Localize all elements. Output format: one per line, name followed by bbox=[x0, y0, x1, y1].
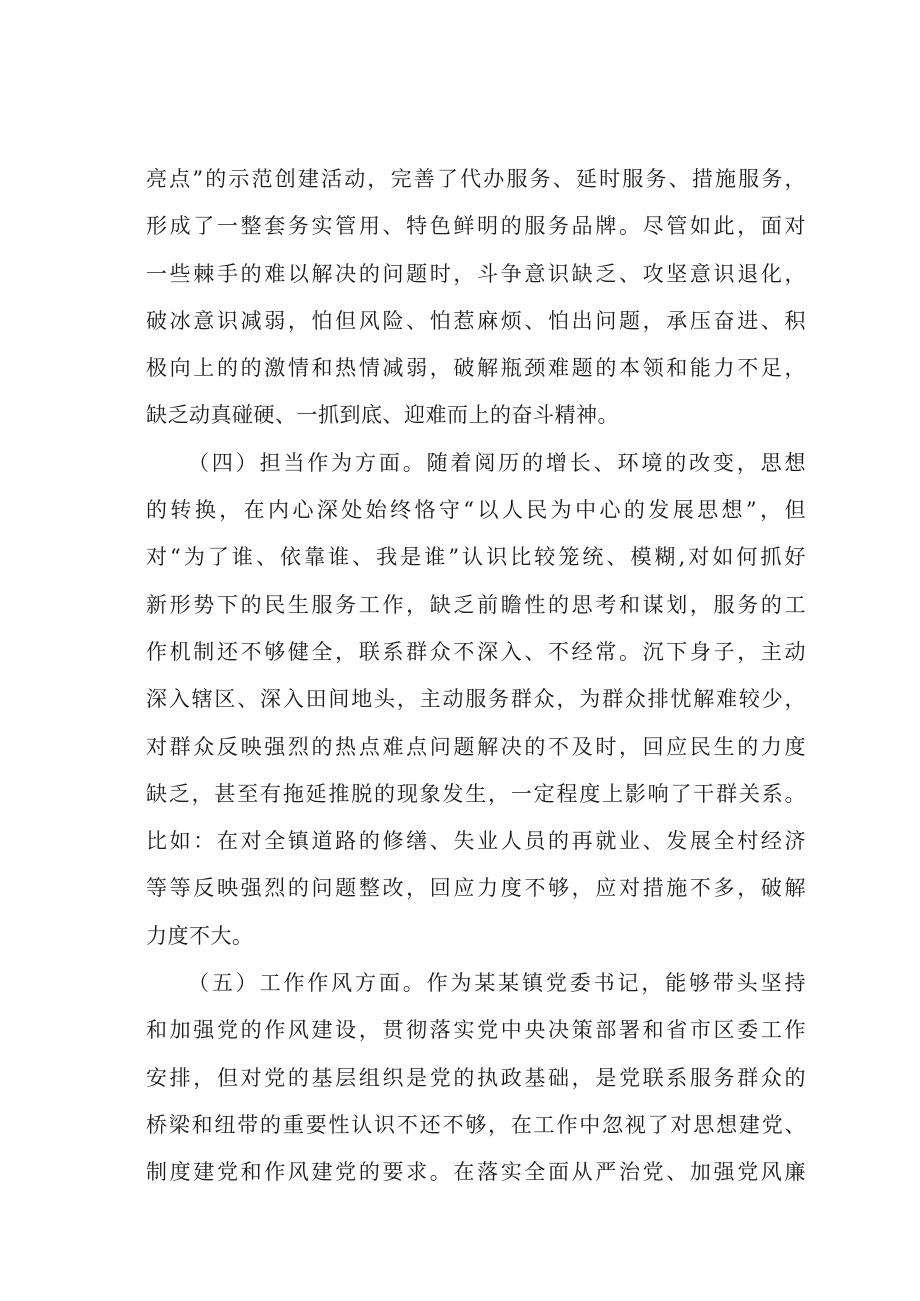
text-line: 作机制还不够健全，联系群众不深入、不经常。沉下身子，主动 bbox=[146, 639, 806, 664]
text-line: 新形势下的民生服务工作，缺乏前瞻性的思考和谋划，服务的工 bbox=[146, 592, 806, 617]
text-line: 力度不大。 bbox=[146, 923, 254, 948]
text-line: 缺乏动真碰硬、一抓到底、迎难而上的奋斗精神。 bbox=[146, 403, 619, 428]
body-text bbox=[146, 156, 806, 1197]
text-line: 制度建党和作风建党的要求。在落实全面从严治党、加强党风廉 bbox=[146, 1160, 806, 1185]
text-line: 桥梁和纽带的重要性认识不还不够，在工作中忽视了对思想建党、 bbox=[146, 1112, 806, 1137]
text-line: 安排，但对党的基层组织是党的执政基础，是党联系服务群众的 bbox=[146, 1065, 806, 1090]
section-heading-line: （五）工作作风方面。作为某某镇党委书记，能够带头坚持 bbox=[188, 971, 806, 996]
text-line: 形成了一整套务实管用、特色鲜明的服务品牌。尽管如此，面对 bbox=[146, 214, 806, 239]
text-line: 一些棘手的难以解决的问题时，斗争意识缺乏、攻坚意识退化， bbox=[146, 261, 806, 286]
text-line: 深入辖区、深入田间地头，主动服务群众，为群众排忧解难较少， bbox=[146, 687, 806, 712]
text-line: 比如：在对全镇道路的修缮、失业人员的再就业、发展全村经济 bbox=[146, 829, 806, 854]
text-line: 对“为了谁、依靠谁、我是谁”认识比较笼统、模糊,对如何抓好 bbox=[146, 545, 806, 570]
text-line: 等等反映强烈的问题整改，回应力度不够，应对措施不多，破解 bbox=[146, 876, 806, 901]
text-line: 亮点”的示范创建活动，完善了代办服务、延时服务、措施服务， bbox=[146, 167, 806, 191]
section-heading-line: （四）担当作为方面。随着阅历的增长、环境的改变，思想 bbox=[188, 450, 806, 475]
text-line: 和加强党的作风建设，贯彻落实党中央决策部署和省市区委工作 bbox=[146, 1018, 806, 1043]
text-line: 极向上的的激情和热情减弱，破解瓶颈难题的本领和能力不足， bbox=[146, 356, 806, 381]
text-line: 缺乏，甚至有拖延推脱的现象发生，一定程度上影响了干群关系。 bbox=[146, 781, 806, 806]
text-line: 对群众反映强烈的热点难点问题解决的不及时，回应民生的力度 bbox=[146, 734, 806, 759]
text-line: 的转换，在内心深处始终恪守“以人民为中心的发展思想”，但 bbox=[146, 498, 806, 523]
text-line: 破冰意识减弱，怕但风险、怕惹麻烦、怕出问题，承压奋进、积 bbox=[146, 308, 806, 333]
